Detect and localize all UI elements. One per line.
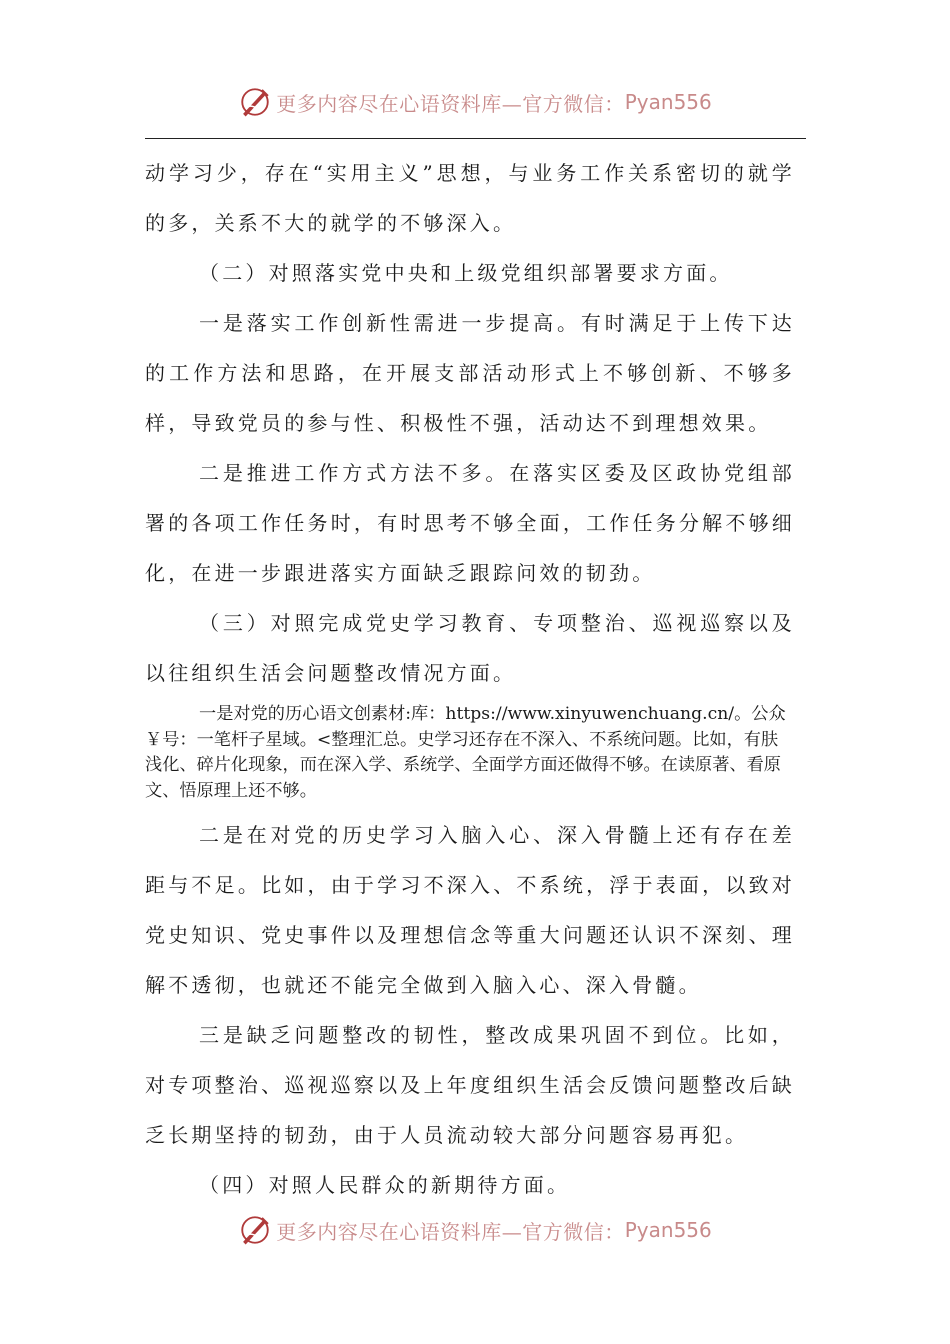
- header-divider: [145, 138, 806, 139]
- banner-wechat-id: Pyan556: [624, 90, 712, 114]
- paragraph-7: 二是在对党的历史学习入脑入心、深入骨髓上还有存在差距与不足。比如，由于学习不深入、不系统，浮于表面，以致对党史知识、党史事件以及理想信念等重大问题还认识不深刻、理解不透彻，也就还不能完全做到入脑入心、深入骨髓。: [145, 823, 795, 997]
- document-body: [145, 148, 795, 1210]
- banner-text: 更多内容尽在心语资料库—官方微信：: [276, 91, 625, 116]
- footer-banner: [0, 1208, 950, 1252]
- pen-circle-logo-icon: [238, 85, 272, 119]
- section-heading-4: （四）对照人民群众的新期待方面。: [199, 1173, 571, 1197]
- paragraph-6-inserted: 一是对党的历心语文创素材:库：https://www.xinyuwenchuang.cn/。公众￥号：一笔杆子星域。<整理汇总。史学习还存在不深入、不系统问题。比如，有肤浅化、碎片化现象，而在深入学、系统学、全面学方面还做得不够。在读原著、看原文、悟原理上还不够。: [145, 704, 786, 801]
- paragraph-1: 动学习少，存在“实用主义”思想，与业务工作关系密切的就学的多，关系不大的就学的不够深入。: [145, 161, 795, 235]
- pen-circle-logo-icon: [238, 1213, 272, 1247]
- paragraph-8: 三是缺乏问题整改的韧性，整改成果巩固不到位。比如，对专项整治、巡视巡察以及上年度组织生活会反馈问题整改后缺乏长期坚持的韧劲，由于人员流动较大部分问题容易再犯。: [145, 1023, 795, 1147]
- banner-wechat-id: Pyan556: [624, 1218, 712, 1242]
- paragraph-4: 二是推进工作方式方法不多。在落实区委及区政协党组部署的各项工作任务时，有时思考不够全面，工作任务分解不够细化，在进一步跟进落实方面缺乏跟踪问效的韧劲。: [145, 461, 795, 585]
- section-heading-2: （二）对照落实党中央和上级党组织部署要求方面。: [199, 261, 733, 285]
- section-heading-3: （三）对照完成党史学习教育、专项整治、巡视巡察以及以往组织生活会问题整改情况方面。: [145, 611, 795, 685]
- header-banner: [0, 80, 950, 124]
- paragraph-3: 一是落实工作创新性需进一步提高。有时满足于上传下达的工作方法和思路，在开展支部活动形式上不够创新、不够多样，导致党员的参与性、积极性不强，活动达不到理想效果。: [145, 311, 795, 435]
- banner-text: 更多内容尽在心语资料库—官方微信：: [276, 1219, 625, 1244]
